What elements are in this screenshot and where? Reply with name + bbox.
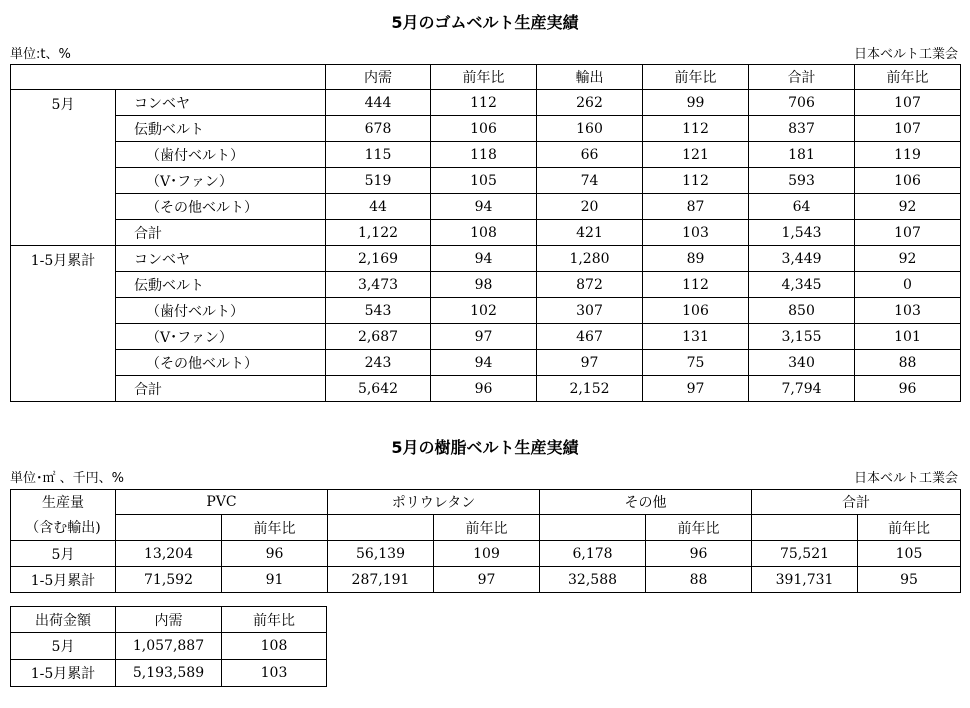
rubber-value-cell: 3,155 xyxy=(749,324,855,350)
resin-subheader-yoy: 前年比 xyxy=(646,515,752,541)
resin-source: 日本ベルト工業会 xyxy=(853,471,958,486)
table-row xyxy=(11,633,327,660)
rubber-value-cell: 74 xyxy=(537,168,643,194)
resin-value-cell: 32,588 xyxy=(540,567,646,593)
rubber-value-cell: 97 xyxy=(643,376,749,402)
rubber-value-cell: 678 xyxy=(326,116,431,142)
rubber-col-header: 内需 xyxy=(326,65,431,90)
rubber-col-header: 前年比 xyxy=(431,65,537,90)
rubber-value-cell: 88 xyxy=(855,350,961,376)
rubber-item-label: （歯付ベルト） xyxy=(116,298,326,324)
resin-value-cell: 96 xyxy=(222,541,328,567)
resin-value-cell: 96 xyxy=(646,541,752,567)
resin-title: 5月の樹脂ベルト生産実績 xyxy=(391,438,579,457)
table-row xyxy=(11,567,961,593)
rubber-value-cell: 98 xyxy=(431,272,537,298)
rubber-value-cell: 837 xyxy=(749,116,855,142)
rubber-value-cell: 115 xyxy=(326,142,431,168)
resin-header-row xyxy=(11,490,961,515)
shipment-header-row xyxy=(11,607,327,633)
rubber-value-cell: 307 xyxy=(537,298,643,324)
rubber-value-cell: 94 xyxy=(431,246,537,272)
rubber-item-label: （V･ファン） xyxy=(116,168,326,194)
rubber-value-cell: 3,449 xyxy=(749,246,855,272)
resin-group-header: ポリウレタン xyxy=(328,490,540,515)
shipment-row-label: 5月 xyxy=(11,633,116,660)
resin-row-label: 5月 xyxy=(11,541,116,567)
rubber-value-cell: 92 xyxy=(855,246,961,272)
rubber-header-row xyxy=(11,65,961,90)
rubber-header-corner xyxy=(11,65,326,90)
rubber-value-cell: 340 xyxy=(749,350,855,376)
rubber-value-cell: 64 xyxy=(749,194,855,220)
rubber-value-cell: 119 xyxy=(855,142,961,168)
rubber-value-cell: 2,152 xyxy=(537,376,643,402)
rubber-value-cell: 107 xyxy=(855,220,961,246)
rubber-item-label: コンベヤ xyxy=(116,90,326,116)
rubber-value-cell: 66 xyxy=(537,142,643,168)
resin-subheader-yoy: 前年比 xyxy=(858,515,961,541)
shipment-value-cell: 5,193,589 xyxy=(116,660,222,687)
shipment-value-cell: 103 xyxy=(222,660,327,687)
resin-subheader-yoy: 前年比 xyxy=(434,515,540,541)
rubber-value-cell: 0 xyxy=(855,272,961,298)
rubber-value-cell: 96 xyxy=(431,376,537,402)
resin-value-cell: 75,521 xyxy=(752,541,858,567)
rubber-value-cell: 2,687 xyxy=(326,324,431,350)
shipment-value-cell: 1,057,887 xyxy=(116,633,222,660)
rubber-value-cell: 444 xyxy=(326,90,431,116)
rubber-value-cell: 107 xyxy=(855,116,961,142)
table-row xyxy=(11,116,961,142)
rubber-group-label: 5月 xyxy=(11,90,116,246)
rubber-value-cell: 108 xyxy=(431,220,537,246)
rubber-col-header: 前年比 xyxy=(643,65,749,90)
rubber-col-header: 輸出 xyxy=(537,65,643,90)
rubber-value-cell: 131 xyxy=(643,324,749,350)
rubber-value-cell: 4,345 xyxy=(749,272,855,298)
resin-group-header: その他 xyxy=(540,490,752,515)
rubber-value-cell: 97 xyxy=(431,324,537,350)
resin-group-header: PVC xyxy=(116,490,328,515)
rubber-value-cell: 1,543 xyxy=(749,220,855,246)
rubber-value-cell: 105 xyxy=(431,168,537,194)
rubber-value-cell: 106 xyxy=(643,298,749,324)
rubber-value-cell: 102 xyxy=(431,298,537,324)
resin-value-cell: 56,139 xyxy=(328,541,434,567)
rubber-value-cell: 103 xyxy=(855,298,961,324)
rubber-value-cell: 92 xyxy=(855,194,961,220)
resin-value-cell: 13,204 xyxy=(116,541,222,567)
rubber-table xyxy=(10,64,961,402)
rubber-value-cell: 20 xyxy=(537,194,643,220)
rubber-value-cell: 872 xyxy=(537,272,643,298)
rubber-item-label: （歯付ベルト） xyxy=(116,142,326,168)
table-row xyxy=(11,220,961,246)
shipment-row-label: 1-5月累計 xyxy=(11,660,116,687)
resin-subheader-blank xyxy=(328,515,434,541)
rubber-value-cell: 181 xyxy=(749,142,855,168)
table-row xyxy=(11,272,961,298)
table-row xyxy=(11,660,327,687)
table-row xyxy=(11,350,961,376)
rubber-value-cell: 101 xyxy=(855,324,961,350)
table-row xyxy=(11,298,961,324)
rubber-item-label: （V･ファン） xyxy=(116,324,326,350)
rubber-value-cell: 94 xyxy=(431,350,537,376)
rubber-value-cell: 519 xyxy=(326,168,431,194)
rubber-value-cell: 112 xyxy=(643,116,749,142)
rubber-title: 5月のゴムベルト生産実績 xyxy=(391,13,579,32)
table-row xyxy=(11,376,961,402)
resin-table xyxy=(10,489,961,593)
rubber-item-label: 伝動ベルト xyxy=(116,116,326,142)
rubber-value-cell: 112 xyxy=(643,272,749,298)
rubber-value-cell: 1,280 xyxy=(537,246,643,272)
rubber-value-cell: 1,122 xyxy=(326,220,431,246)
resin-value-cell: 105 xyxy=(858,541,961,567)
rubber-value-cell: 543 xyxy=(326,298,431,324)
rubber-value-cell: 3,473 xyxy=(326,272,431,298)
resin-subheader-yoy: 前年比 xyxy=(222,515,328,541)
resin-value-cell: 109 xyxy=(434,541,540,567)
table-row xyxy=(11,142,961,168)
resin-group-header: 合計 xyxy=(752,490,961,515)
table-row xyxy=(11,90,961,116)
rubber-value-cell: 89 xyxy=(643,246,749,272)
rubber-item-label: 合計 xyxy=(116,220,326,246)
rubber-source: 日本ベルト工業会 xyxy=(853,47,958,62)
resin-subheader-row xyxy=(11,515,961,541)
rubber-value-cell: 7,794 xyxy=(749,376,855,402)
rubber-col-header: 前年比 xyxy=(855,65,961,90)
resin-corner-label: 生産量 xyxy=(11,490,116,515)
rubber-value-cell: 87 xyxy=(643,194,749,220)
rubber-value-cell: 121 xyxy=(643,142,749,168)
table-row xyxy=(11,168,961,194)
rubber-unit: 単位:t、% xyxy=(10,47,71,62)
resin-value-cell: 287,191 xyxy=(328,567,434,593)
resin-subheader-blank xyxy=(116,515,222,541)
rubber-value-cell: 106 xyxy=(855,168,961,194)
rubber-value-cell: 160 xyxy=(537,116,643,142)
rubber-item-label: 伝動ベルト xyxy=(116,272,326,298)
rubber-item-label: （その他ベルト） xyxy=(116,350,326,376)
resin-value-cell: 97 xyxy=(434,567,540,593)
table-row xyxy=(11,194,961,220)
rubber-value-cell: 593 xyxy=(749,168,855,194)
shipment-col-header: 前年比 xyxy=(222,607,327,633)
rubber-value-cell: 96 xyxy=(855,376,961,402)
table-row xyxy=(11,324,961,350)
resin-value-cell: 391,731 xyxy=(752,567,858,593)
rubber-group-label: 1-5月累計 xyxy=(11,246,116,402)
rubber-value-cell: 107 xyxy=(855,90,961,116)
rubber-value-cell: 118 xyxy=(431,142,537,168)
resin-corner-sublabel: （含む輸出) xyxy=(11,515,116,541)
rubber-value-cell: 2,169 xyxy=(326,246,431,272)
shipment-value-cell: 108 xyxy=(222,633,327,660)
rubber-item-label: 合計 xyxy=(116,376,326,402)
rubber-value-cell: 421 xyxy=(537,220,643,246)
rubber-value-cell: 112 xyxy=(431,90,537,116)
rubber-value-cell: 5,642 xyxy=(326,376,431,402)
resin-value-cell: 95 xyxy=(858,567,961,593)
rubber-item-label: コンベヤ xyxy=(116,246,326,272)
rubber-value-cell: 44 xyxy=(326,194,431,220)
resin-value-cell: 91 xyxy=(222,567,328,593)
rubber-value-cell: 97 xyxy=(537,350,643,376)
rubber-value-cell: 262 xyxy=(537,90,643,116)
rubber-value-cell: 106 xyxy=(431,116,537,142)
table-row xyxy=(11,541,961,567)
rubber-value-cell: 706 xyxy=(749,90,855,116)
resin-row-label: 1-5月累計 xyxy=(11,567,116,593)
resin-value-cell: 88 xyxy=(646,567,752,593)
rubber-value-cell: 243 xyxy=(326,350,431,376)
rubber-value-cell: 75 xyxy=(643,350,749,376)
table-row xyxy=(11,246,961,272)
shipment-col-header: 内需 xyxy=(116,607,222,633)
rubber-value-cell: 99 xyxy=(643,90,749,116)
rubber-value-cell: 112 xyxy=(643,168,749,194)
resin-subheader-blank xyxy=(540,515,646,541)
rubber-value-cell: 103 xyxy=(643,220,749,246)
rubber-value-cell: 850 xyxy=(749,298,855,324)
rubber-value-cell: 467 xyxy=(537,324,643,350)
resin-unit: 単位･㎡ 、千円、% xyxy=(10,471,124,486)
shipment-table xyxy=(10,606,327,687)
rubber-item-label: （その他ベルト） xyxy=(116,194,326,220)
rubber-col-header: 合計 xyxy=(749,65,855,90)
rubber-value-cell: 94 xyxy=(431,194,537,220)
resin-value-cell: 71,592 xyxy=(116,567,222,593)
shipment-col-header: 出荷金額 xyxy=(11,607,116,633)
resin-value-cell: 6,178 xyxy=(540,541,646,567)
resin-subheader-blank xyxy=(752,515,858,541)
